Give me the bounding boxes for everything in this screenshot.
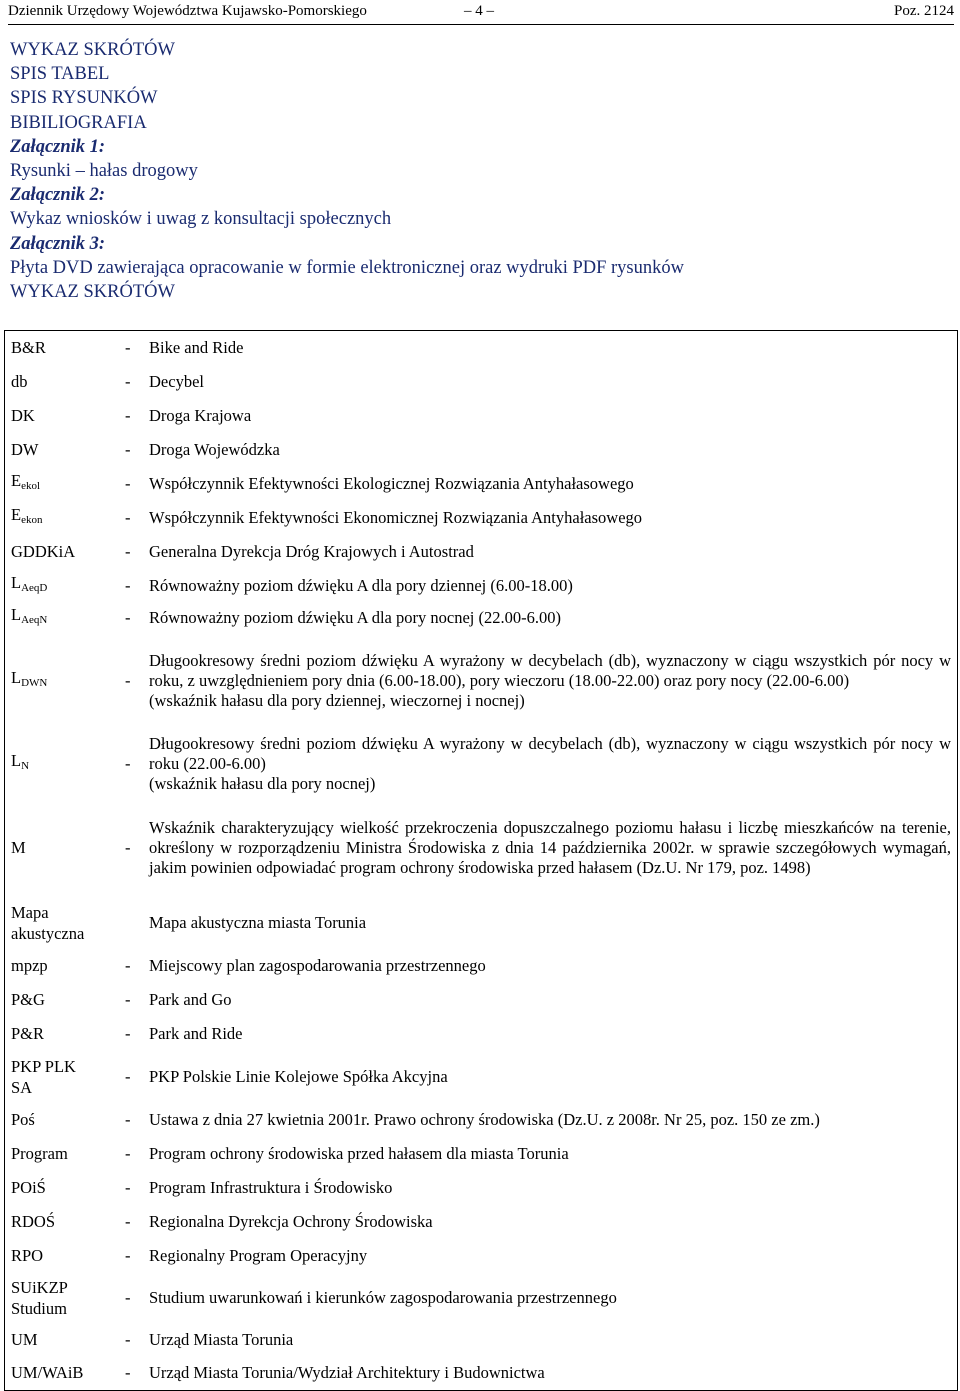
abbreviation-subscript: ekol <box>21 480 41 492</box>
abbreviation-key: $L_{AeqD}$ <box>5 569 120 603</box>
position-number: Poz. 2124 <box>894 3 954 19</box>
page-number: – 4 – <box>464 3 494 19</box>
toc-item: Załącznik 3: <box>10 233 106 254</box>
abbreviation-dash: - <box>125 473 131 493</box>
abbreviation-row <box>5 799 958 897</box>
abbreviation-row <box>5 1357 958 1391</box>
abbreviation-subscript: ekon <box>21 514 43 526</box>
abbreviation-definition: Urząd Miasta Torunia <box>141 1323 958 1357</box>
abbreviation-dash: - <box>125 1143 131 1163</box>
abbreviation-dash: - <box>119 1357 141 1391</box>
abbreviation-row <box>5 633 958 729</box>
abbreviation-dash: - <box>125 1023 131 1043</box>
abbreviation-dash <box>119 897 141 949</box>
toc-item: Płyta DVD zawierająca opracowanie w formie elektronicznej oraz wydruki PDF rysunków <box>10 257 684 278</box>
toc-item: Załącznik 2: <box>10 185 106 206</box>
abbreviation-row <box>5 983 958 1017</box>
abbreviation-key: mpzp <box>5 949 120 983</box>
abbreviation-key: Mapa akustyczna <box>5 897 120 949</box>
abbreviation-dash: - <box>125 670 131 690</box>
abbreviation-definition: Współczynnik Efektywności Ekonomicznej Rozwiązania Antyhałasowego <box>141 501 958 535</box>
abbreviation-definition: Decybel <box>141 365 958 399</box>
abbreviation-key: $L_{AeqN}$ <box>5 603 120 633</box>
abbreviation-subscript: N <box>21 760 30 772</box>
abbreviation-definition: Program Infrastruktura i Środowisko <box>141 1171 958 1205</box>
abbreviation-definition: Współczynnik Efektywności Ekologicznej Rozwiązania Antyhałasowego <box>141 467 958 501</box>
abbreviation-dash: - <box>125 1211 131 1231</box>
abbreviation-definition: Droga Krajowa <box>141 399 958 433</box>
abbreviation-row <box>5 1273 958 1323</box>
abbreviation-dash: - <box>125 607 131 627</box>
abbreviation-definition: Równoważny poziom dźwięku A dla pory dziennej (6.00-18.00) <box>141 569 958 603</box>
abbreviation-row <box>5 897 958 949</box>
abbreviation-row <box>5 1103 958 1137</box>
abbreviation-definition: Równoważny poziom dźwięku A dla pory nocnej (22.00-6.00) <box>141 603 958 633</box>
abbreviation-key: POiŚ <box>5 1171 120 1205</box>
abbreviation-key: Program <box>5 1137 120 1171</box>
abbreviation-key: RPO <box>5 1239 120 1273</box>
abbreviation-row <box>5 1051 958 1103</box>
abbreviation-definition: Regionalny Program Operacyjny <box>141 1239 958 1273</box>
abbreviation-row <box>5 467 958 501</box>
abbreviation-dash: - <box>125 371 131 391</box>
abbreviation-dash: - <box>125 1287 131 1307</box>
abbreviation-row <box>5 433 958 467</box>
abbreviation-dash: - <box>125 1066 131 1086</box>
abbreviation-key: GDDKiA <box>5 535 120 569</box>
abbreviation-key: Poś <box>5 1103 120 1137</box>
journal-title: Dziennik Urzędowy Województwa Kujawsko-Pomorskiego <box>8 3 367 19</box>
abbreviation-key: P&G <box>5 983 120 1017</box>
toc-item: SPIS RYSUNKÓW <box>10 88 158 109</box>
toc-item: WYKAZ SKRÓTÓW <box>10 40 175 60</box>
abbreviation-definition: PKP Polskie Linie Kolejowe Spółka Akcyjna <box>141 1051 958 1103</box>
abbreviation-dash: - <box>125 507 131 527</box>
abbreviation-key: UM <box>5 1323 120 1357</box>
abbreviation-definition: Park and Go <box>141 983 958 1017</box>
abbreviation-dash: - <box>125 989 131 1009</box>
toc-item: BIBILIOGRAFIA <box>10 112 147 133</box>
abbreviation-definition: Długookresowy średni poziom dźwięku A wyrażony w decybelach (db), wyznaczony w ciągu wszystkich pór nocy w roku, z uwzględnieniem pory dnia (6.00-18.00), pory wieczoru (18.00-22.00) oraz pory nocy (22.00-6.00) (wskaźnik hałasu dla pory dziennej, wieczornej i nocnej) <box>141 633 958 729</box>
abbreviation-key: db <box>5 365 120 399</box>
abbreviation-subscript: AeqD <box>21 582 48 594</box>
abbreviation-definition: Regionalna Dyrekcja Ochrony Środowiska <box>141 1205 958 1239</box>
abbreviation-row <box>5 535 958 569</box>
abbreviation-dash: - <box>125 1109 131 1129</box>
abbreviation-key: DW <box>5 433 120 467</box>
abbreviation-definition: Studium uwarunkowań i kierunków zagospodarowania przestrzennego <box>141 1273 958 1323</box>
abbreviation-row <box>5 1239 958 1273</box>
abbreviation-row <box>5 569 958 603</box>
abbreviation-definition: Program ochrony środowiska przed hałasem dla miasta Torunia <box>141 1137 958 1171</box>
abbreviation-definition: Ustawa z dnia 27 kwietnia 2001r. Prawo ochrony środowiska (Dz.U. z 2008r. Nr 25, poz. 150 ze zm.) <box>141 1103 958 1137</box>
abbreviation-dash: - <box>125 405 131 425</box>
abbreviation-row <box>5 1017 958 1051</box>
toc-item: SPIS TABEL <box>10 64 110 85</box>
page-header <box>8 0 954 25</box>
abbreviation-row <box>5 1205 958 1239</box>
abbreviation-key: RDOŚ <box>5 1205 120 1239</box>
abbreviation-definition: Droga Wojewódzka <box>141 433 958 467</box>
abbreviation-key: B&R <box>5 331 120 365</box>
abbreviation-definition: Park and Ride <box>141 1017 958 1051</box>
abbreviation-key: DK <box>5 399 120 433</box>
abbreviation-dash: - <box>125 1245 131 1265</box>
toc-item: Rysunki – hałas drogowy <box>10 161 198 182</box>
abbreviation-key: M <box>5 799 120 897</box>
abbreviation-dash: - <box>125 575 131 595</box>
abbreviation-row <box>5 365 958 399</box>
abbreviation-dash: - <box>125 439 131 459</box>
abbreviation-definition: Bike and Ride <box>141 331 958 365</box>
abbreviation-subscript: DWN <box>21 677 48 689</box>
abbreviation-row <box>5 501 958 535</box>
toc-item: WYKAZ SKRÓTÓW <box>10 282 175 303</box>
abbreviation-definition: Urząd Miasta Torunia/Wydział Architektury i Budownictwa <box>141 1357 958 1391</box>
abbreviation-key: $L_N$ <box>5 729 120 799</box>
abbreviation-definition: Generalna Dyrekcja Dróg Krajowych i Autostrad <box>141 535 958 569</box>
abbreviation-row <box>5 1323 958 1357</box>
abbreviation-dash: - <box>119 331 141 365</box>
abbreviation-key: SUiKZP Studium <box>5 1273 120 1323</box>
abbreviation-definition: Długookresowy średni poziom dźwięku A wyrażony w decybelach (db), wyznaczony w ciągu wszystkich pór nocy w roku (22.00-6.00) (wskaźnik hałasu dla pory nocnej) <box>141 729 958 799</box>
abbreviation-key: UM/WAiB <box>5 1357 120 1391</box>
table-of-contents <box>10 38 950 304</box>
abbreviation-key: $E_{ekon}$ <box>5 501 120 535</box>
abbreviation-definition: Mapa akustyczna miasta Torunia <box>141 897 958 949</box>
abbreviation-definition: Miejscowy plan zagospodarowania przestrzennego <box>141 949 958 983</box>
abbreviation-row <box>5 1137 958 1171</box>
abbreviation-key: PKP PLK SA <box>5 1051 120 1103</box>
abbreviation-row <box>5 729 958 799</box>
abbreviation-dash: - <box>125 753 131 773</box>
abbreviation-dash: - <box>125 837 131 857</box>
abbreviation-subscript: AeqN <box>21 614 48 626</box>
toc-item: Załącznik 1: <box>10 136 106 157</box>
abbreviation-row <box>5 399 958 433</box>
abbreviation-row <box>5 331 958 365</box>
abbreviation-dash: - <box>125 541 131 561</box>
abbreviation-dash: - <box>125 1177 131 1197</box>
abbreviations-table <box>4 330 958 1391</box>
abbreviation-key: $E_{ekol}$ <box>5 467 120 501</box>
abbreviation-dash: - <box>125 955 131 975</box>
abbreviation-row <box>5 1171 958 1205</box>
abbreviation-key: P&R <box>5 1017 120 1051</box>
toc-item: Wykaz wniosków i uwag z konsultacji społecznych <box>10 209 392 230</box>
abbreviation-row <box>5 603 958 633</box>
abbreviation-definition: Wskaźnik charakteryzujący wielkość przekroczenia dopuszczalnego poziomu hałasu i liczbę mieszkańców na terenie, określony w rozporządzeniu Ministra Środowiska z dnia 14 października 2002r. w sprawie szczegółowych wymagań, jakim powinien odpowiadać program ochrony środowiska przed hałasem (Dz.U. Nr 179, poz. 1498) <box>141 799 958 897</box>
abbreviation-key: $L_{DWN}$ <box>5 633 120 729</box>
abbreviation-dash: - <box>125 1329 131 1349</box>
abbreviation-row <box>5 949 958 983</box>
